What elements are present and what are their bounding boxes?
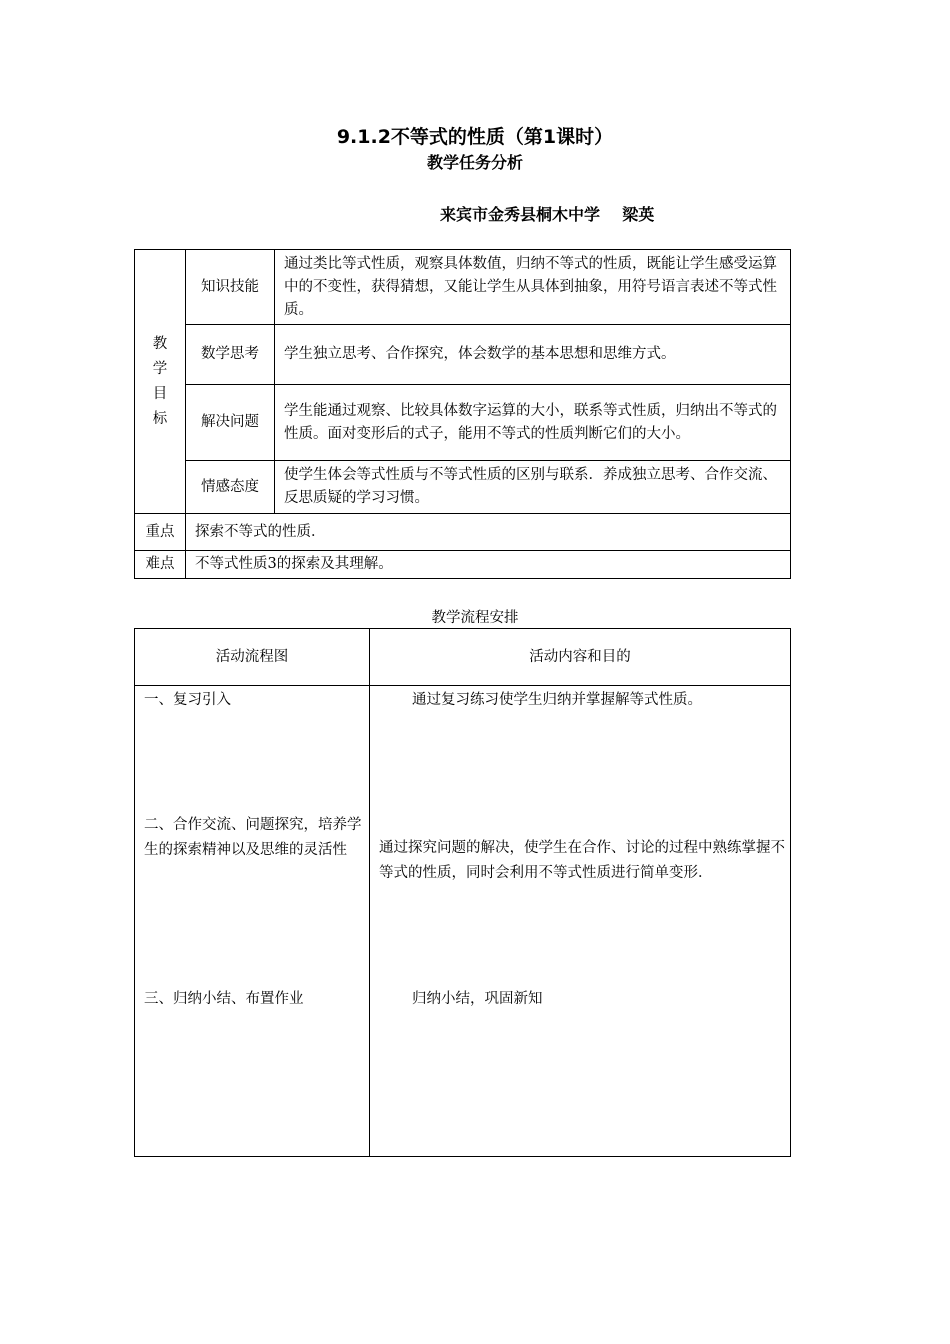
- flow-step-1: 一、复习引入: [144, 692, 231, 708]
- objectives-group-label: [135, 250, 186, 514]
- flow-table: [134, 628, 791, 1157]
- objective-text-problem-solving: 学生能通过观察、比较具体数字运算的大小，联系等式性质，归纳出不等式的性质。面对变形后的式子，能用不等式的性质判断它们的大小。: [275, 385, 791, 461]
- flow-content-1: 通过复习练习使学生归纳并掌握解等式性质。: [412, 692, 702, 708]
- objective-label-attitude: 情感态度: [186, 461, 275, 514]
- objective-label-problem-solving: 解决问题: [186, 385, 275, 461]
- objectives-group-char: 学: [152, 360, 168, 377]
- objective-label-thinking: 数学思考: [186, 325, 275, 385]
- objective-text-knowledge: 通过类比等式性质，观察具体数值，归纳不等式的性质，既能让学生感受运算中的不变性，获得猜想，又能让学生从具体到抽象，用符号语言表述不等式性质。: [275, 250, 791, 325]
- objectives-table: [134, 249, 791, 579]
- flow-header-content: 活动内容和目的: [370, 629, 791, 686]
- key-point-label: 重点: [135, 514, 186, 551]
- flow-steps-column: [135, 686, 370, 1157]
- flow-content-column: [370, 686, 791, 1157]
- difficulty-label: 难点: [135, 551, 186, 579]
- author-line: 来宾市金秀县桐木中学 梁英: [440, 205, 655, 224]
- flow-header-steps: 活动流程图: [135, 629, 370, 686]
- objectives-group-char: 标: [152, 410, 168, 427]
- key-point-text: 探索不等式的性质．: [186, 514, 791, 551]
- objective-label-knowledge: 知识技能: [186, 250, 275, 325]
- flow-content-2: 通过探究问题的解决，使学生在合作、讨论的过程中熟练掌握不等式的性质，同时会利用不等式性质进行简单变形．: [379, 840, 785, 881]
- objectives-group-char: 目: [152, 385, 168, 402]
- flow-step-2: 二、合作交流、问题探究，培养学生的探索精神以及思维的灵活性: [144, 817, 362, 858]
- flow-content-3: 归纳小结，巩固新知: [412, 991, 543, 1007]
- difficulty-text: 不等式性质3的探索及其理解。: [186, 551, 791, 579]
- document-subtitle: 教学任务分析: [426, 153, 523, 172]
- objective-text-thinking: 学生独立思考、合作探究，体会数学的基本思想和思维方式。: [275, 325, 791, 385]
- flow-step-3: 三、归纳小结、布置作业: [144, 991, 304, 1007]
- flow-caption: 教学流程安排: [431, 610, 519, 626]
- document-title: 9.1.2不等式的性质（第1课时）: [336, 126, 614, 148]
- objective-text-attitude: 使学生体会等式性质与不等式性质的区别与联系．养成独立思考、合作交流、反思质疑的学习习惯。: [275, 461, 791, 514]
- objectives-group-char: 教: [152, 335, 168, 352]
